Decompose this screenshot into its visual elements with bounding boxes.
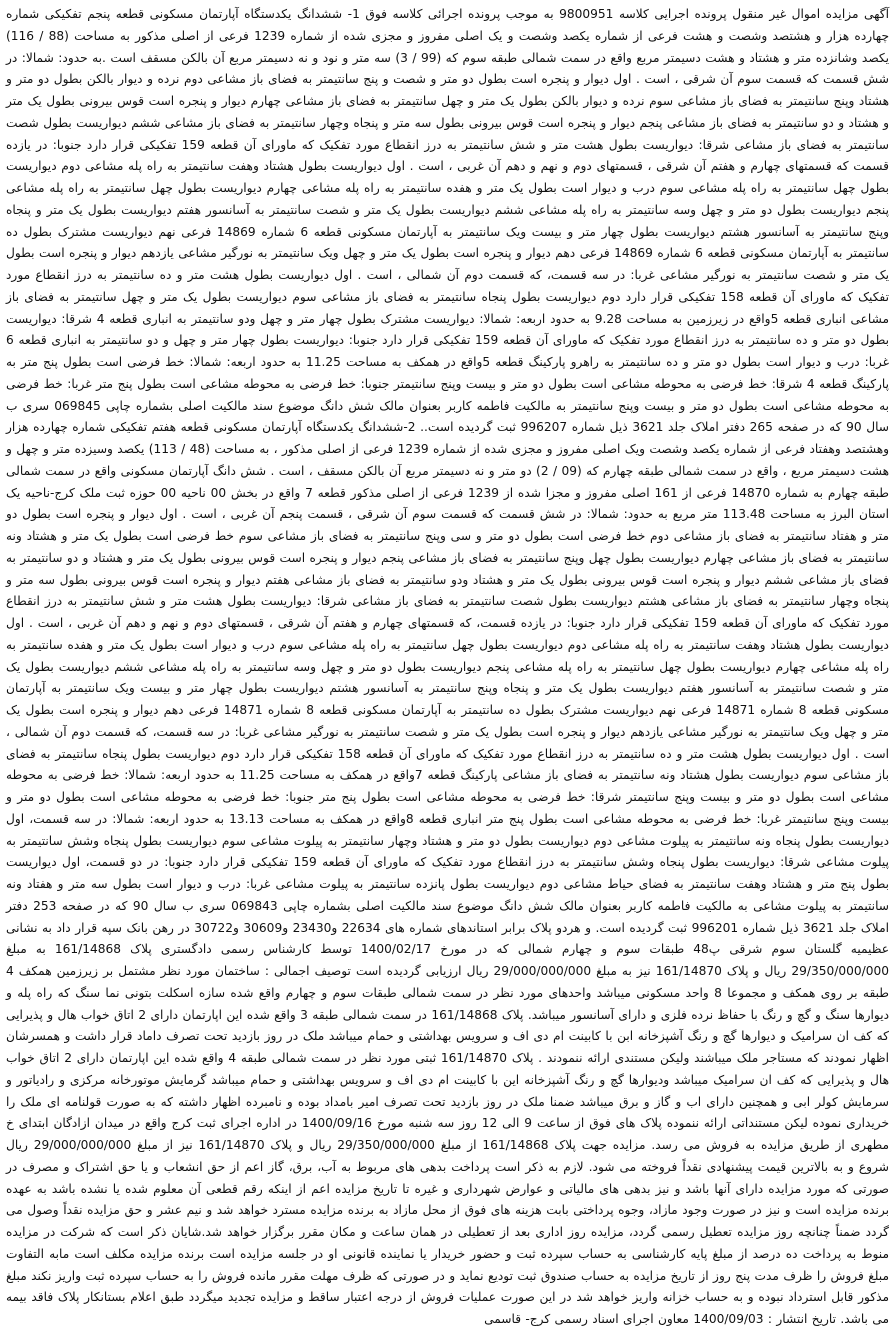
auction-notice-body: آگهی مزایده اموال غیر منقول پرونده اجرایی کلاسه 9800951 به موجب پرونده اجرائی کلاسه فوق 1- ششدانگ یکدستگاه آپارتمان مسکونی قطعه پنجم تفکیکی شماره چهارده هزار و هشتصد وشصت و هشت فرعی از شماره یکصد وشصت و یک اصلی مفروز و مجزی شده از شماره 1239 فرعی از اصلی مذکور به مساحت (88 / 116) یکصد وشانزده متر و هشتاد و هشت دسیمتر مربع واقع در سمت شمالی طبقه سوم که (99 / 3) سه متر و نود و نه دسیمتر مربع آن بالکن مسقف است .به حدود: شمالا: در شش قسمت که قسمت سوم آن شرقی ، است . اول دیوار و پنجره است بطول دو متر و شصت و پنج سانتیمتر به فضای باز مشاعی دوم نرده و دیوار بالکن بطول دو متر و هشتاد وپنج سانتیمتر به فضای باز مشاعی سوم نرده و دیوار بالکن بطول یک متر و چهل سانتیمتر به فضای باز مشاعی چهارم دیوار و پنجره است قوس بیرونی بطول یک متر و هشتاد و دو سانتیمتر به فضای باز مشاعی پنجم دیوار و پنجره است قوس بیرونی بطول سه متر و پنجاه وچهار سانتیمتر به فضای باز مشاعی ششم دیواریست بطول شصت سانتیمتر به فضای باز مشاعی شرقا: دیواریست بطول هشت متر و شش سانتیمتر به درز انقطاع مورد تفکیک که ماورای آن قطعه 159 تفکیکی قرار دارد جنوبا: در یازده قسمت که قسمتهای چهارم و هفتم آن شرقی ، قسمتهای دوم و نهم و دهم آن غربی ، است . اول دیواریست بطول هشتاد وهفت سانتیمتر به راه پله مشاعی دوم دیواریست بطول چهل سانتیمتر به راه پله مشاعی سوم درب و دیوار است بطول یک متر و هفده سانتیمتر به راه پله مشاعی چهارم دیواریست بطول چهل سانتیمتر به راه پله مشاعی پنجم دیواریست بطول دو متر و چهل وسه سانتیمتر به راه پله مشاعی ششم دیواریست بطول یک متر و شصت سانتیمتر به آسانسور هفتم دیواریست بطول یک متر و پنجاه وپنج سانتیمتر به آسانسور هشتم دیواریست بطول چهار متر و بیست ویک سانتیمتر به آپارتمان مسکونی قطعه 6 شماره 14869 فرعی نهم دیواریست مشترک بطول ده سانتیمتر به آپارتمان مسکونی قطعه 6 شماره 14869 فرعی دهم دیوار و پنجره است بطول یک متر و چهل ویک سانتیمتر به نورگیر مشاعی یازدهم دیوار و پنجره است بطول یک متر و شصت سانتیمتر به نورگیر مشاعی غربا: در سه قسمت، که قسمت دوم آن شمالی ، است . اول دیواریست بطول هشت متر و ده سانتیمتر به درز انقطاع مورد تفکیک که ماورای آن قطعه 158 تفکیکی قرار دارد دوم دیواریست بطول پنجاه سانتیمتر به فضای باز مشاعی سوم دیواریست بطول یک متر و چهل سانتیمتر به فضای باز مشاعی انباری قطعه 5واقع در زیرزمین به مساحت 9.28 به حدود اربعه: شمالا: دیواریست مشترک بطول چهار متر و چهل ودو سانتیمتر به انباری قطعه 4 شرقا: دیواریست بطول دو متر و ده سانتیمتر به درز انقطاع مورد تفکیک که ماورای آن قطعه 159 تفکیکی قرار دارد جنوبا: دیواریست بطول چهار متر و چهل و دو سانتیمتر به انباری قطعه 6 غربا: درب و دیوار است بطول دو متر و ده سانتیمتر به راهرو پارکینگ قطعه 5واقع در همکف به مساحت 11.25 به حدود اربعه: شمالا: خط فرضی است بطول پنج متر به پارکینگ قطعه 4 شرقا: خط فرضی به محوطه مشاعی است بطول دو متر و بیست وپنج سانتیمتر جنوبا: خط فرضی به محوطه مشاعی است بطول پنج متر غربا: خط فرضی به محوطه مشاعی است بطول دو متر و بیست وپنج سانتیمتر به مالکیت فاطمه کاربر بعنوان مالک شش دانگ موضوع سند مالکیت اصلی بشماره چاپی 069845 سری ب سال 90 که در صفحه 265 دفتر املاک جلد 3621 ذیل شماره 996207 ثبت گردیده است.. 2-ششدانگ یکدستگاه آپارتمان مسکونی قطعه هفتم تفکیکی شماره چهارده هزار وهشتصد وهفتاد فرعی از شماره یکصد وشصت ویک اصلی مفروز و مجزی شده از شماره 1239 فرعی از اصلی مذکور ، به مساحت (48 / 113) یکصد وسیزده متر و چهل و هشت دسیمتر مربع ، واقع در سمت شمالی طبقه چهارم که (09 / 2) دو متر و نه دسیمتر مربع آن بالکن مسقف ، است . شش دانگ آپارتمان مسکونی واقع در سمت شمالی طبقه چهارم به شماره 14870 فرعی از 161 اصلی مفروز و مجزا شده از 1239 فرعی از اصلی مذکور قطعه 7 واقع در بخش 00 ناحیه 00 حوزه ثبت ملک کرج-ناحیه یک استان البرز به مساحت 113.48 متر مربع به حدود: شمالا: در شش قسمت که قسمت سوم آن شرقی ، قسمت پنجم آن غربی ، است . اول دیوار و پنجره است بطول دو متر و هفتاد سانتیمتر به فضای باز مشاعی دوم خط فرضی است بطول دو متر و سی وپنج سانتیمتر به فضای باز مشاعی سوم خط فرضی است بطول یک متر و هشتاد ونه سانتیمتر به فضای باز مشاعی چهارم دیواریست بطول چهل وپنج سانتیمتر به فضای باز مشاعی پنجم دیوار و پنجره است قوس بیرونی بطول یک متر و هشتاد و دو سانتیمتر به فضای باز مشاعی ششم دیوار و پنجره است قوس بیرونی بطول یک متر و هشتاد ودو سانتیمتر به فضای باز مشاعی هفتم دیوار و پنجره است قوس بیرونی بطول سه متر و پنجاه وچهار سانتیمتر به فضای باز مشاعی هشتم دیواریست بطول شصت سانتیمتر به فضای باز مشاعی شرقا: دیواریست بطول هشت متر و شش سانتیمتر به درز انقطاع مورد تفکیک که ماورای آن قطعه 159 تفکیکی قرار دارد جنوبا: در یازده قسمت، که قسمتهای چهارم و هفتم آن شرقی ، قسمتهای دوم و نهم و دهم آن غربی ، است . اول دیواریست بطول هشتاد وهفت سانتیمتر به راه پله مشاعی دوم دیواریست بطول چهل سانتیمتر به راه پله مشاعی سوم درب و دیوار است بطول یک متر و هفده سانتیمتر به راه پله مشاعی چهارم دیواریست بطول چهل سانتیمتر به راه پله مشاعی پنجم دیواریست بطول دو متر و چهل وسه سانتیمتر به راه پله مشاعی ششم دیواریست بطول یک متر و شصت سانتیمتر به آسانسور هفتم دیواریست بطول یک متر و پنجاه وپنج سانتیمتر به آسانسور هشتم دیواریست بطول چهار متر و بیست ویک سانتیمتر به آپارتمان مسکونی قطعه 8 شماره 14871 فرعی نهم دیواریست مشترک بطول ده سانتیمتر به آپارتمان مسکونی قطعه 8 شماره 14871 فرعی دهم دیوار و پنجره است بطول یک متر و چهل ویک سانتیمتر به نورگیر مشاعی یازدهم دیوار و پنجره است بطول یک متر و شصت سانتیمتر به نورگیر مشاعی غربا: در سه قسمت، که قسمت دوم آن شمالی ، است . اول دیواریست بطول هشت متر و ده سانتیمتر به درز انقطاع مورد تفکیک که ماورای آن قطعه 158 تفکیکی قرار دارد دوم دیواریست بطول پنجاه سانتیمتر به فضای باز مشاعی سوم دیواریست بطول هشتاد ونه سانتیمتر به فضای باز مشاعی پارکینگ قطعه 7واقع در همکف به مساحت 11.25 به حدود اربعه: شمالا: خط فرضی به محوطه مشاعی است بطول دو متر و بیست وپنج سانتیمتر شرقا: خط فرضی به محوطه مشاعی است بطول پنج متر جنوبا: خط فرضی به محوطه مشاعی است بطول دو متر و بیست وپنج سانتیمتر غربا: خط فرضی به محوطه مشاعی است بطول پنج متر انباری قطعه 8واقع در همکف به مساحت 13.13 به حدود اربعه: شمالا: در سه قسمت، اول دیواریست بطول پنجاه ونه سانتیمتر به پیلوت مشاعی دوم دیواریست بطول دو متر و هشتاد وچهار سانتیمتر به پیلوت مشاعی سوم دیواریست بطول پنجاه وشش سانتیمتر به پیلوت مشاعی شرقا: دیواریست بطول پنجاه وشش سانتیمتر به درز انقطاع مورد تفکیک که ماورای آن قطعه 159 تفکیکی قرار دارد جنوبا: در دو قسمت، اول دیواریست بطول پنج متر و هشتاد وهفت سانتیمتر به فضای حیاط مشاعی دوم دیواریست بطول پانزده سانتیمتر به پیلوت مشاعی غربا: درب و دیوار است بطول سه متر و هفتاد ونه سانتیمتر به پیلوت مشاعی به مالکیت فاطمه کاربر بعنوان مالک شش دانگ موضوع سند مالکیت اصلی بشماره چاپی 069843 سری ب سال 90 که در صفحه 253 دفتر املاک جلد 3621 ذیل شماره 996201 ثبت گردیده است. و هردو پلاک برابر استاندهای شماره های 22634 و23430 و30609 و30722 در رهن بانک سپه قرار داد به نشانی عظیمیه گلستان سوم شرقی پ48 طبقات سوم و چهارم شمالی که در مورخ 1400/02/17 توسط کارشناس رسمی دادگستری پلاک 161/14868 به مبلغ 29/350/000/000 ریال و پلاک 161/14870 نیز به مبلغ 29/000/000/000 ریال ارزیابی گردیده است توصیف اجمالی : ساختمان مورد نظر مشتمل بر زیرزمین همکف 4 طبقه بر روی همکف و مجموعا 8 واحد مسکونی میباشد واحدهای مورد نظر در سمت شمالی طبقات سوم و چهارم واقع شده سازه اسکلت بتونی نما سنگ که راه پله و دیوارها سنگ و گچ و رنگ با حفاظ نرده فلزی و دارای آسانسور میباشد. پلاک 161/14868 در سمت شمالی طبقه 3 واقع شده این اپارتمان دارای 2 اتاق خواب هال و پذیرایی که کف ان سرامیک و دیوارها گچ و رنگ آشپزخانه ابن با کابینت ام دی اف و سرویس بهداشتی و حمام میباشد ملک در روز بازدید تحت تصرف داماد قرار داشت و همسرشان اظهار نمودند که مستاجر ملک میباشند ولیکن مستندی ارائه ننمودند . پلاک 161/14870 ثبتی مورد نظر در سمت شمالی طبقه 4 واقع شده این اپارتمان دارای 2 اتاق خواب هال و پذیرایی که کف ان سرامیک میباشد ودیوارها گچ و رنگ آشپزخانه این با کابینت ام دی اف و سرویس بهداشتی و حمام میباشد گرمایش موتورخانه مرکزی و رادیاتور و سرمایش کولر ابی و همچنین دارای اب و گاز و برق میباشد ضمنا ملک در روز بازدید تحت تصرف امیر بامداد بوده و نامبرده اظهار داشته که به صورت قولنامه ای ملک را خریداری نموده لیکن مستنداتی ارائه ننموده پلاک های فوق از ساعت 9 الی 12 روز سه شنبه مورخ 1400/09/16 در اداره اجرای ثبت کرج واقع در میدان ازادگان ابتدای خ مطهری از طریق مزایده به فروش می رسد. مزایده جهت پلاک 161/14868 از مبلغ 29/350/000/000 ریال و پلاک 161/14870 نیز از مبلغ 29/000/000/000 ریال شروع و به بالاترین قیمت پیشنهادی نقداً فروخته می شود. لازم به ذکر است پرداخت بدهی های مربوط به آب، برق، گاز اعم از حق انشعاب و یا حق اشتراک و مصرف در صورتی که مورد مزایده دارای آنها باشد و نیز بدهی های مالیاتی و عوارض شهرداری و غیره تا تاریخ مزایده اعم از اینکه رقم قطعی آن معلوم شده یا نشده باشد به عهده برنده مزایده است و نیز در صورت وجود مازاد، وجوه پرداختی بابت هزینه های فوق از محل مازاد به برنده مزایده مسترد خواهد شد و نیم عشر و حق مزایده نقداً وصول می گردد ضمناً چنانچه روز مزایده تعطیل رسمی گردد، مزایده روز اداری بعد از تعطیلی در همان ساعت و مکان مقرر برگزار خواهد شد.شایان ذکر است که شرکت در مزایده منوط به پرداخت ده درصد از مبلغ پایه کارشناسی به حساب سپرده ثبت و حضور خریدار یا نماینده قانونی او در جلسه مزایده است برنده مزایده مکلف است مابه التفاوت مبلغ فروش را ظرف مدت پنج روز از تاریخ مزایده به حساب صندوق ثبت تودیع نماید و در صورتی که ظرف مهلت مقرر مانده فروش را به حساب سپرده ثبت واریز نکند مبلغ مذکور قابل استرداد نبوده و به حساب خزانه واریز خواهد شد در این صورت عملیات فروش از درجه اعتبار ساقط و مزایده تجدید میگردد طبق اعلام بستانکار پلاک فاقد بیمه می باشد. تاریخ انتشار : 1400/09/03 معاون اجرای اسناد رسمی کرج- قاسمی bbox=[6, 7, 890, 1326]
